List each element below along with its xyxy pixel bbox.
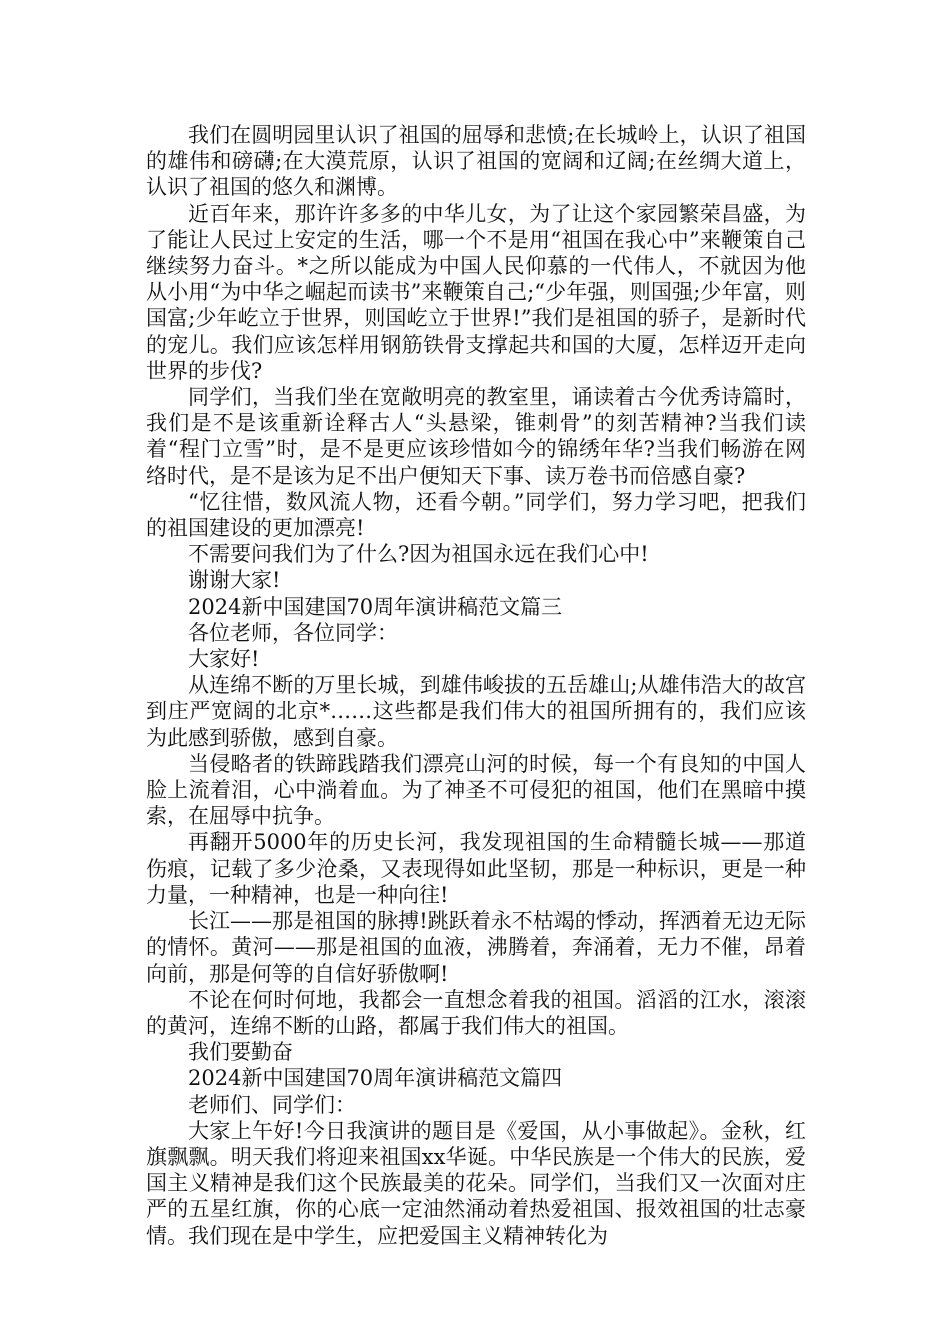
paragraph: 近百年来，那许许多多的中华儿女，为了让这个家园繁荣昌盛，为了能让人民过上安定的生活，哪一个不是用“祖国在我心中”来鞭策自己继续努力奋斗。*之所以能成为中国人民仰慕的一代伟人，不就因为他从小用“为中华之崛起而读书”来鞭策自己;“少年强，则国强;少年富，则国富;少年屹立于世界，则国屹立于世界!”我们是祖国的骄子，是新时代的宠儿。我们应该怎样用钢筋铁骨支撑起共和国的大厦，怎样迈开走向世界的步伐? [146,201,806,383]
section-heading: 2024新中国建国70周年演讲稿范文篇三 [188,594,563,619]
paragraph: 当侵略者的铁蹄践踏我们漂亮山河的时候，每一个有良知的中国人脸上流着泪，心中淌着血。为了神圣不可侵犯的祖国，他们在黑暗中摸索，在屈辱中抗争。 [146,751,806,829]
paragraph: 不论在何时何地，我都会一直想念着我的祖国。滔滔的江水，滚滚的黄河，连绵不断的山路，都属于我们伟大的祖国。 [146,987,806,1038]
paragraph: 从连绵不断的万里长城，到雄伟峻拔的五岳雄山;从雄伟浩大的故宫到庄严宽阔的北京*……这些都是我们伟大的祖国所拥有的，我们应该为此感到骄傲，感到自豪。 [146,673,806,750]
document-body [146,122,806,1249]
section-heading: 2024新中国建国70周年演讲稿范文篇四 [188,1066,563,1091]
paragraph: “忆往惜，数风流人物，还看今朝。”同学们，努力学习吧，把我们的祖国建设的更加漂亮! [146,489,806,541]
paragraph: 不需要问我们为了什么?因为祖国永远在我们心中! [188,542,649,567]
paragraph: 同学们，当我们坐在宽敞明亮的教室里，诵读着古今优秀诗篇时，我们是不是该重新诠释古人“头悬梁，锥刺骨”的刻苦精神?当我们读着“程门立雪”时，是不是更应该珍惜如今的锦绣年华?当我们畅游在网络时代，是不是该为足不出户便知天下事、读万卷书而倍感自豪? [146,385,806,488]
paragraph: 谢谢大家! [188,568,281,593]
paragraph: 老师们、同学们： [188,1092,356,1117]
paragraph: 我们要勤奋 [188,1040,293,1065]
paragraph: 我们在圆明园里认识了祖国的屈辱和悲愤;在长城岭上，认识了祖国的雄伟和磅礴;在大漠荒原，认识了祖国的宽阔和辽阔;在丝绸大道上，认识了祖国的悠久和渊博。 [146,123,806,200]
paragraph: 大家好! [188,647,260,672]
paragraph: 长江——那是祖国的脉搏!跳跃着永不枯竭的悸动，挥洒着无边无际的情怀。黄河——那是祖国的血液，沸腾着，奔涌着，无力不催，昂着向前，那是何等的自信好骄傲啊! [146,909,806,986]
paragraph: 大家上午好!今日我演讲的题目是《爱国，从小事做起》。金秋，红旗飘飘。明天我们将迎来祖国xx华诞。中华民族是一个伟大的民族，爱国主义精神是我们这个民族最美的花朵。同学们，当我们又一次面对庄严的五星红旗，你的心底一定油然涌动着热爱祖国、报效祖国的壮志豪情。我们现在是中学生，应把爱国主义精神转化为 [146,1118,806,1248]
paragraph: 各位老师，各位同学： [188,620,398,645]
paragraph: 再翻开5000年的历史长河，我发现祖国的生命精髓长城——那道伤痕，记载了多少沧桑，又表现得如此坚韧，那是一种标识，更是一种力量，一种精神，也是一种向往! [146,830,806,907]
